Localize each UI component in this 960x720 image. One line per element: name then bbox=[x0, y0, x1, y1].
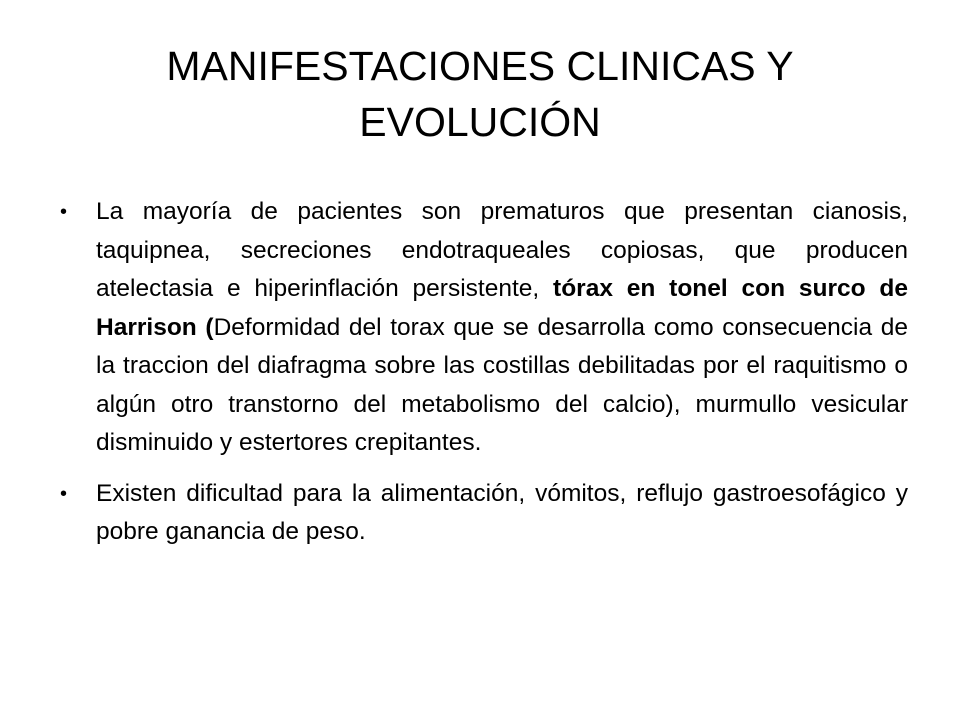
slide-title-line-2: EVOLUCIÓN bbox=[359, 99, 601, 145]
slide-title-line-1: MANIFESTACIONES CLINICAS Y bbox=[166, 43, 794, 89]
bullet-list bbox=[60, 193, 908, 564]
bullet-text-part: La mayoría de pacientes son prematuros que presentan cianosis, taquipnea, secreciones endotraqueales copiosas, que producen atelectasia e hiperinflación persistente, bbox=[96, 198, 908, 302]
bullet-text-bold: tórax en tonel con surco de Harrison ( bbox=[96, 275, 908, 341]
bullet-item-feeding bbox=[60, 475, 908, 552]
bullet-item-clinical-signs bbox=[60, 193, 908, 463]
bullet-text-part: Existen dificultad para la alimentación, vómitos, reflujo gastroesofágico y pobre ganancia de peso. bbox=[96, 479, 908, 545]
bullet-dot-icon: • bbox=[60, 201, 68, 223]
bullet-text-part: Deformidad del torax que se desarrolla como consecuencia de la traccion del diafragma sobre las costillas debilitadas por el raquitismo o algún otro transtorno del metabolismo del calcio), murmullo vesicular disminuido y estertores crepitantes. bbox=[96, 313, 909, 456]
slide-title bbox=[60, 38, 900, 150]
bullet-dot-icon: • bbox=[60, 482, 68, 505]
